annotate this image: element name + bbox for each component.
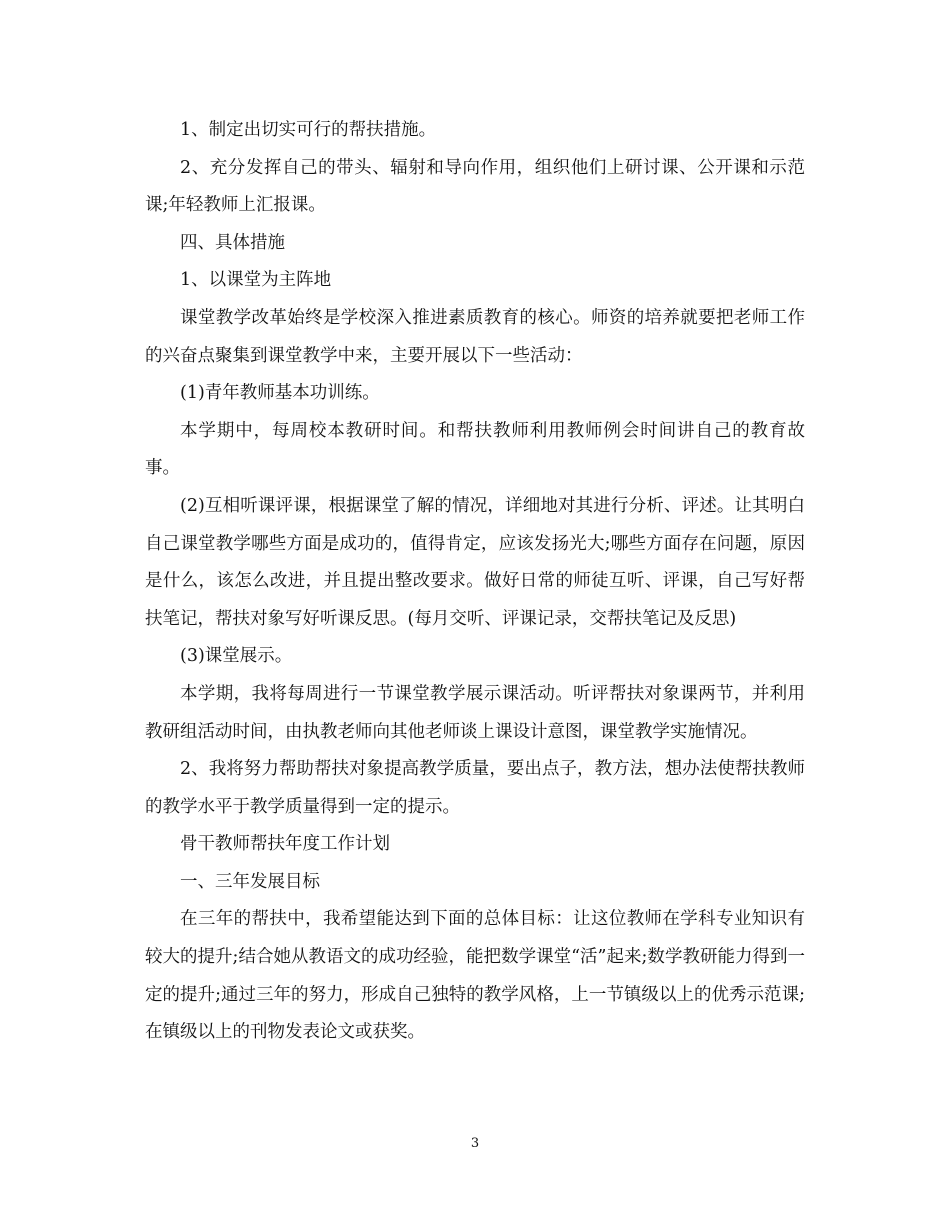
item-peer-observation: (2)互相听课评课，根据课堂了解的情况，详细地对其进行分析、评述。让其明白自己课堂教学哪些方面是成功的，值得肯定，应该发扬光大;哪些方面存在问题，原因是什么，该怎么改进，并且提出整改要求。做好日常的师徒互听、评课，自己写好帮扶笔记，帮扶对象写好听课反思。(每月交听、评课记录，交帮扶笔记及反思)	[145, 495, 805, 629]
subheading-classroom-base: 1、以课堂为主阵地	[180, 270, 332, 291]
paragraph-classroom-reform: 课堂教学改革始终是学校深入推进素质教育的核心。师资的培养就要把老师工作的兴奋点聚集到课堂教学中来，主要开展以下一些活动：	[145, 307, 805, 366]
paragraph-teaching-quality: 2、我将努力帮助帮扶对象提高教学质量，要出点子，教方法，想办法使帮扶教师的教学水平于教学质量得到一定的提示。	[145, 759, 805, 817]
page-number: 3	[470, 1136, 480, 1151]
document-body	[145, 112, 805, 1052]
heading-specific-measures: 四、具体措施	[180, 232, 285, 253]
item-classroom-display: (3)课堂展示。	[180, 646, 293, 667]
heading-three-year-goals: 一、三年发展目标	[180, 871, 320, 892]
paragraph-weekly-research: 本学期中，每周校本教研时间。和帮扶教师利用教师例会时间讲自己的教育故事。	[145, 420, 805, 479]
paragraph-measure-1: 1、制定出切实可行的帮扶措施。	[180, 120, 437, 140]
paragraph-overall-goals: 在三年的帮扶中，我希望能达到下面的总体目标：让这位教师在学科专业知识有较大的提升;结合她从教语文的成功经验，能把数学课堂“活”起来;数学教研能力得到一定的提升;通过三年的努力，形成自己独特的教学风格，上一节镇级以上的优秀示范课;在镇级以上的刊物发表论文或获奖。	[145, 909, 805, 1043]
paragraph-weekly-demo-lesson: 本学期，我将每周进行一节课堂教学展示课活动。听评帮扶对象课两节，并利用教研组活动时间，由执教老师向其他老师谈上课设计意图，课堂教学实施情况。	[145, 683, 805, 742]
section-title-annual-plan: 骨干教师帮扶年度工作计划	[180, 834, 390, 855]
paragraph-measure-2: 2、充分发挥自己的带头、辐射和导向作用，组织他们上研讨课、公开课和示范课;年轻教师上汇报课。	[145, 157, 805, 216]
item-basic-skills-training: (1)青年教师基本功训练。	[180, 383, 380, 404]
